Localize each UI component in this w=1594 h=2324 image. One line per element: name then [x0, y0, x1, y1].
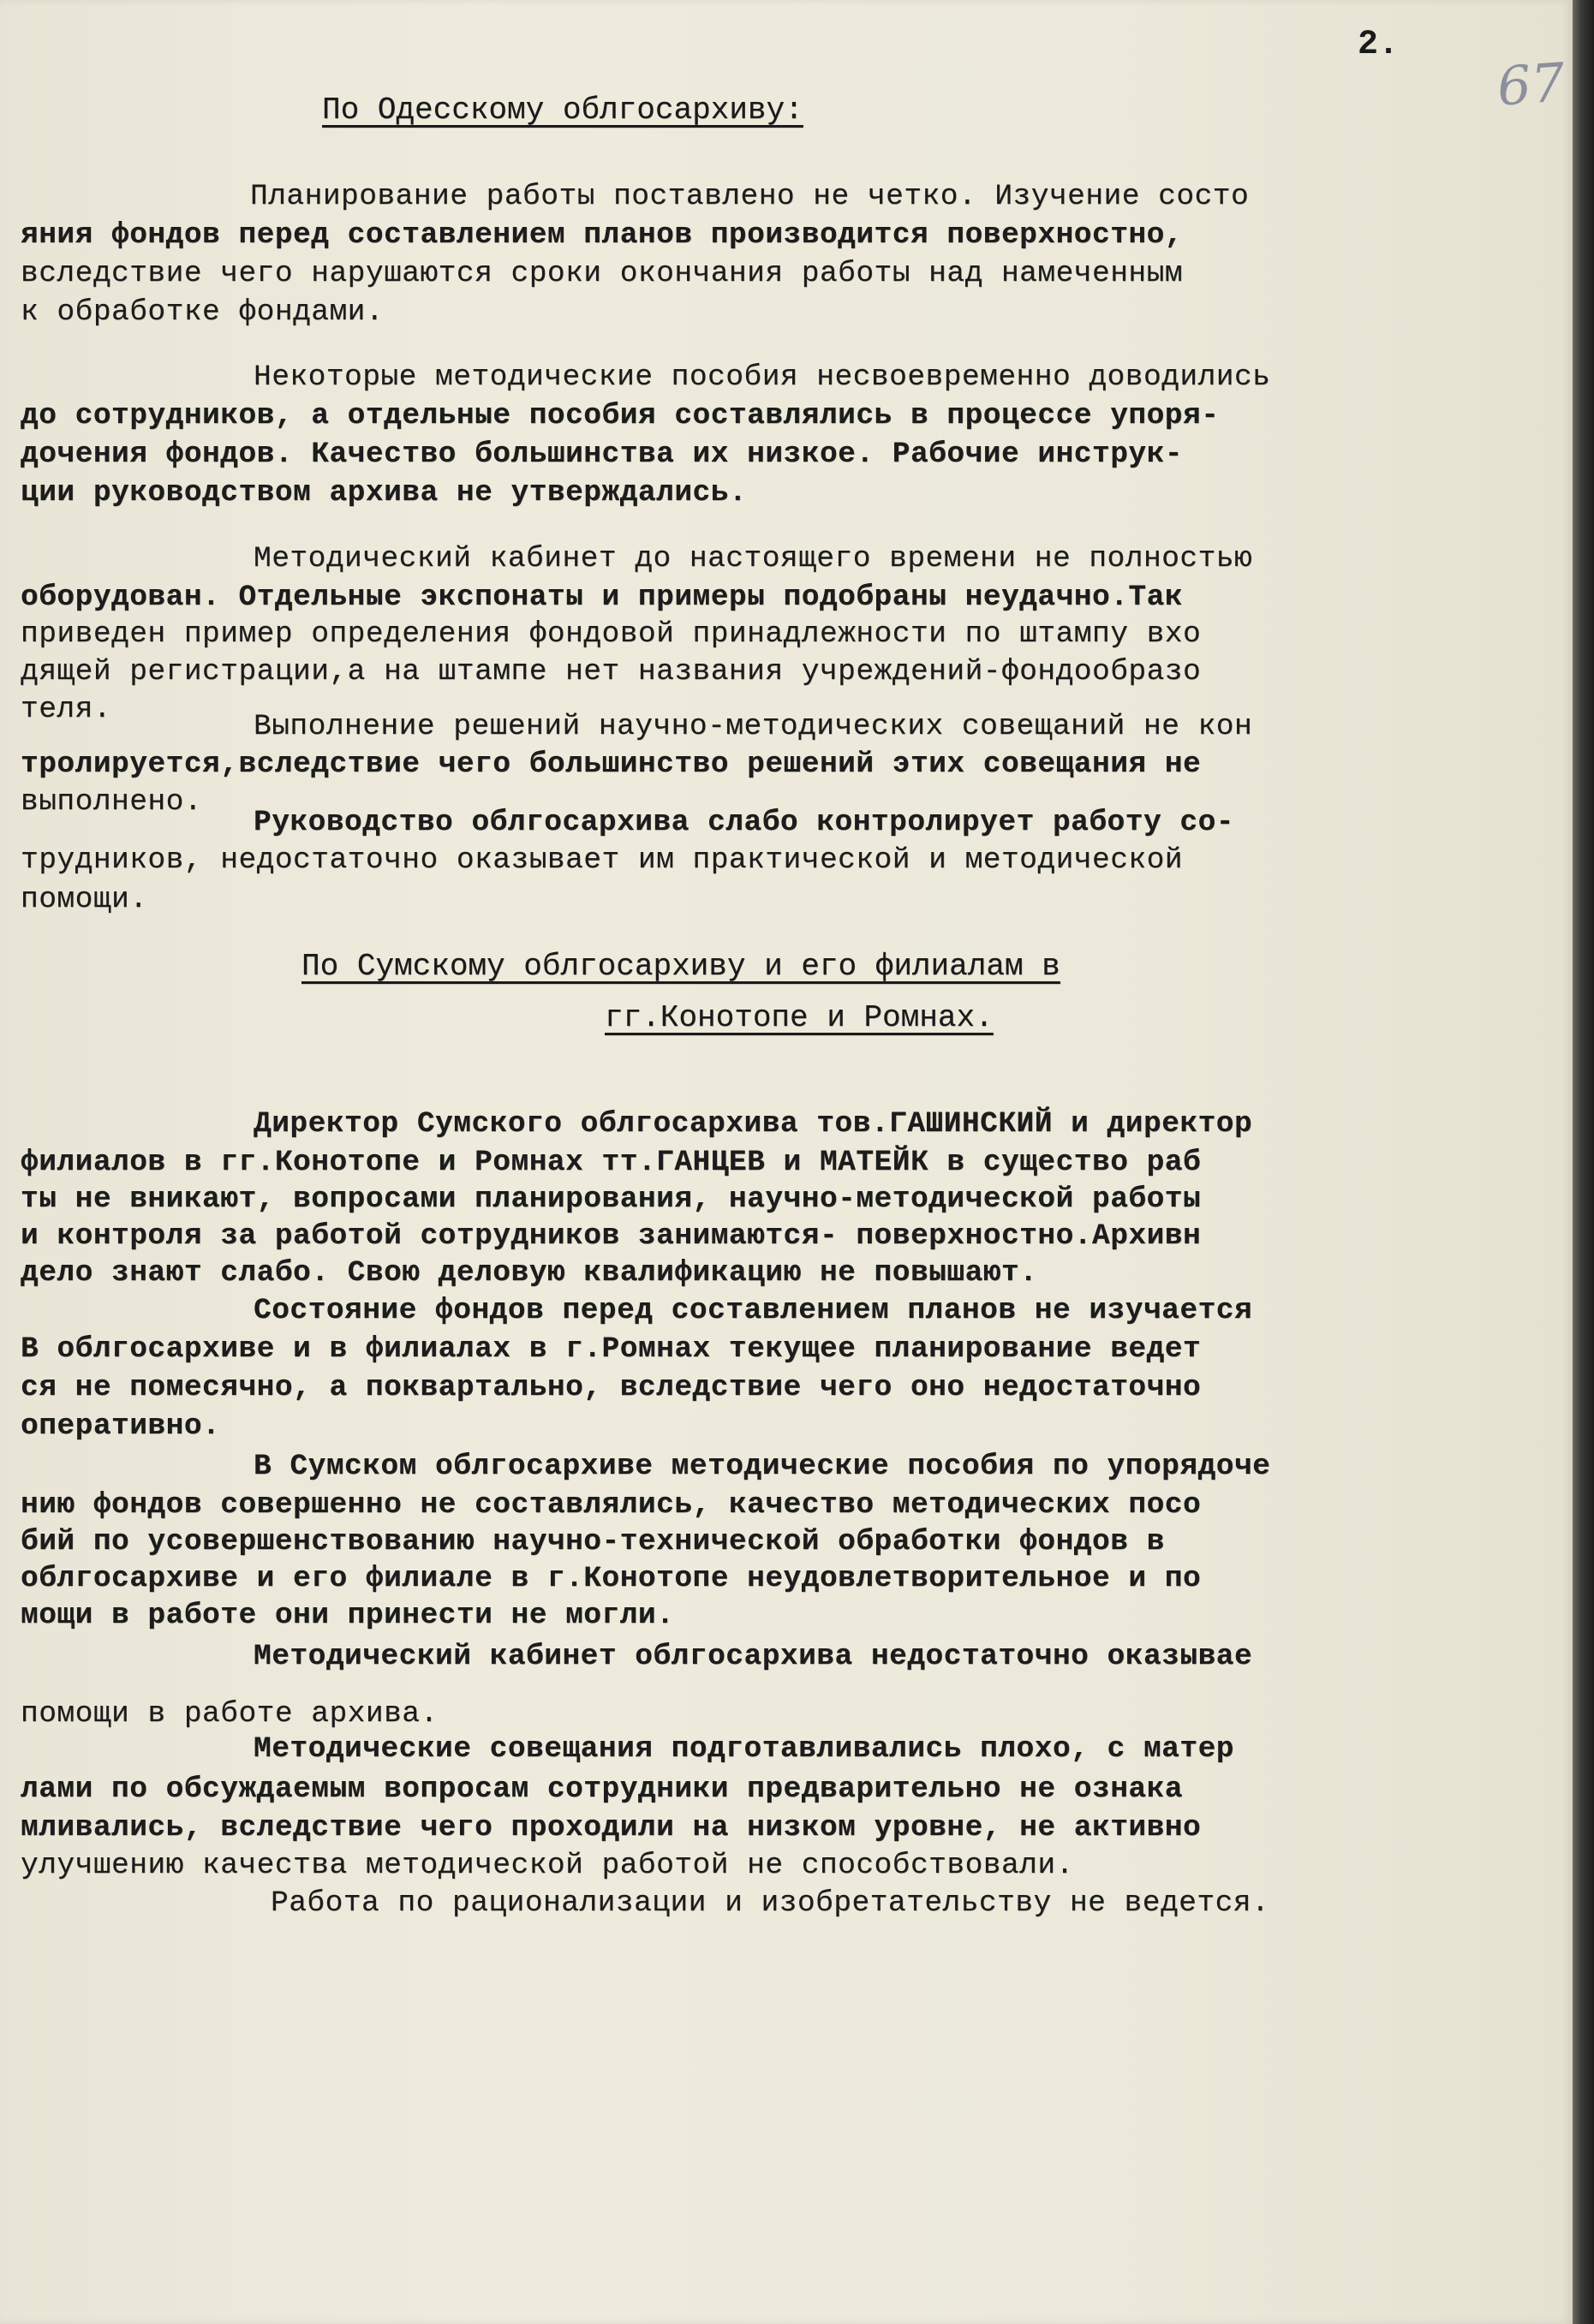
paragraph-line: к обработке фондами. [21, 295, 385, 329]
paragraph-line: Планирование работы поставлено не четко. Изучение состо [250, 180, 1250, 213]
paragraph-line: приведен пример определения фондовой принадлежности по штампу вхо [21, 617, 1202, 651]
paragraph-line: Методический кабинет облгосархива недостаточно оказывае [254, 1640, 1253, 1673]
section-heading-odessa: По Одесскому облгосархиву: [322, 92, 803, 128]
section-heading-sumy-line2: гг.Конотопе и Ромнах. [605, 1000, 994, 1035]
paragraph-line: дело знают слабо. Свою деловую квалификацию не повышают. [21, 1256, 1038, 1290]
paragraph-line: Выполнение решений научно-методических совещаний не кон [254, 710, 1253, 743]
paragraph-line: мливались, вследствие чего проходили на низком уровне, не активно [21, 1811, 1202, 1844]
paragraph-line: Директор Сумского облгосархива тов.ГАШИНСКИЙ и директор [254, 1107, 1253, 1141]
paragraph-line: лами по обсуждаемым вопросам сотрудники предварительно не ознака [21, 1773, 1184, 1806]
paragraph-line: бий по усовершенствованию научно-технической обработки фондов в [21, 1525, 1165, 1558]
paragraph-line: нию фондов совершенно не составлялись, качество методических посо [21, 1488, 1202, 1522]
paragraph-line: улучшению качества методической работой не способствовали. [21, 1849, 1074, 1882]
paragraph-line: Руководство облгосархива слабо контролирует работу со- [254, 806, 1234, 839]
page-number: 2. [1358, 26, 1400, 64]
paragraph-line: Методический кабинет до настоящего времени не полностью [254, 542, 1253, 575]
paragraph-line: дочения фондов. Качество большинства их низкое. Рабочие инструк- [21, 438, 1184, 471]
paragraph-line: В Сумском облгосархиве методические пособия по упорядоче [254, 1450, 1271, 1483]
paragraph-line: помощи в работе архива. [21, 1697, 439, 1731]
paragraph-line: до сотрудников, а отдельные пособия составлялись в процессе упоря- [21, 399, 1220, 432]
paragraph-line: помощи. [21, 883, 148, 916]
paragraph-line: Состояние фондов перед составлением планов не изучается [254, 1294, 1253, 1327]
paragraph-line: и контроля за работой сотрудников занимаются- поверхностно.Архивн [21, 1219, 1202, 1253]
paragraph-line: оперативно. [21, 1409, 221, 1443]
paragraph-line: мощи в работе они принести не могли. [21, 1599, 675, 1632]
paragraph-line: яния фондов перед составлением планов производится поверхностно, [21, 218, 1184, 252]
paragraph-line: трудников, недостаточно оказывает им практической и методической [21, 843, 1184, 877]
paragraph-line: Методические совещания подготавливались плохо, с матер [254, 1732, 1234, 1766]
paragraph-line: тролируется,вследствие чего большинство решений этих совещания не [21, 748, 1202, 781]
paragraph-line: В облгосархиве и в филиалах в г.Ромнах текущее планирование ведет [21, 1332, 1202, 1366]
paragraph-line: ты не вникают, вопросами планирования, научно-методической работы [21, 1183, 1202, 1216]
archive-folio-number: 67 [1495, 51, 1567, 118]
paragraph-line: ся не помесячно, а поквартально, вследствие чего оно недостаточно [21, 1371, 1202, 1404]
paragraph-line: выполнено. [21, 785, 203, 819]
paragraph-line: Работа по рационализации и изобретательству не ведется. [271, 1886, 1270, 1920]
paragraph-line: облгосархиве и его филиале в г.Конотопе неудовлетворительное и по [21, 1562, 1202, 1595]
paragraph-line: Некоторые методические пособия несвоевременно доводились [254, 361, 1271, 394]
paragraph-line: теля. [21, 693, 112, 726]
paragraph-line: вследствие чего нарушаются сроки окончания работы над намеченным [21, 257, 1184, 290]
paragraph-line: ции руководством архива не утверждались. [21, 476, 748, 509]
paragraph-line: оборудован. Отдельные экспонаты и примеры подобраны неудачно.Так [21, 581, 1184, 614]
paragraph-line: филиалов в гг.Конотопе и Ромнах тт.ГАНЦЕВ и МАТЕЙК в существо раб [21, 1146, 1202, 1179]
section-heading-sumy: По Сумскому облгосархиву и его филиалам в [301, 949, 1060, 984]
paragraph-line: дящей регистрации,а на штампе нет названия учреждений-фондообразо [21, 655, 1202, 688]
scan-edge [1573, 0, 1594, 2324]
